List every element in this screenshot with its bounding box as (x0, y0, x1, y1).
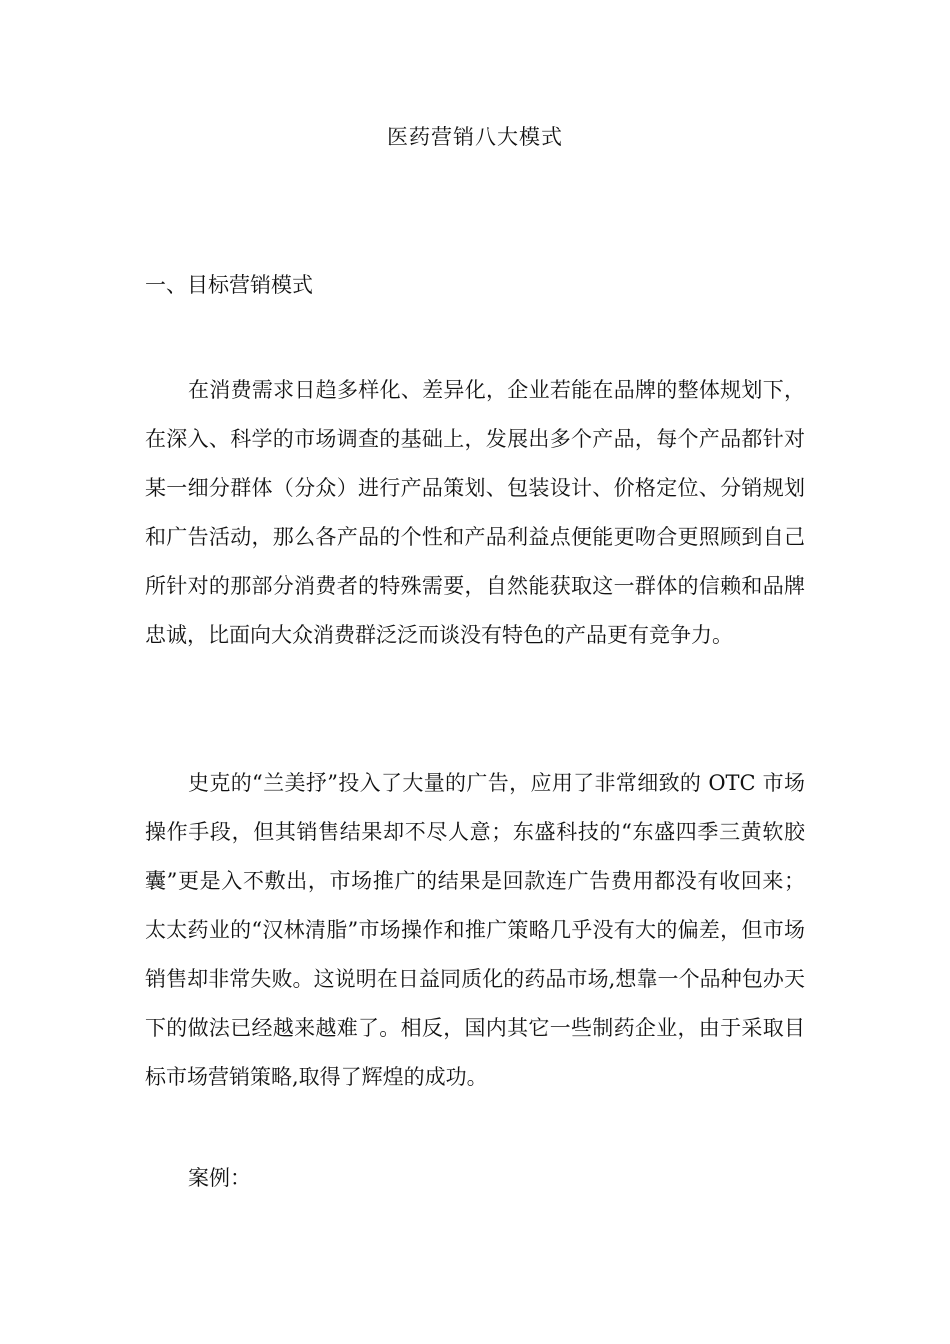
document-title: 医药营销八大模式 (387, 125, 563, 149)
body-paragraph: 史克的“兰美抒”投入了大量的广告，应用了非常细致的 OTC 市场操作手段，但其销售结果却不尽人意；东盛科技的“东盛四季三黄软胶囊”更是入不敷出，市场推广的结果是回款连广告费用都没有收回来；太太药业的“汉林清脂”市场操作和推广策略几乎没有大的偏差，但市场销售却非常失败。这说明在日益同质化的药品市场,想靠一个品种包办天下的做法已经越来越难了。相反，国内其它一些制药企业，由于采取目标市场营销策略,取得了辉煌的成功。 (145, 771, 805, 1089)
body-paragraph: 在消费需求日趋多样化、差异化，企业若能在品牌的整体规划下，在深入、科学的市场调查的基础上，发展出多个产品，每个产品都针对某一细分群体（分众）进行产品策划、包装设计、价格定位、分销规划和广告活动，那么各产品的个性和产品利益点便能更吻合更照顾到自己所针对的那部分消费者的特殊需要，自然能获取这一群体的信赖和品牌忠诚，比面向大众消费群泛泛而谈没有特色的产品更有竞争力。 (145, 378, 805, 647)
case-label: 案例： (188, 1166, 251, 1190)
section-heading: 一、目标营销模式 (145, 273, 313, 297)
